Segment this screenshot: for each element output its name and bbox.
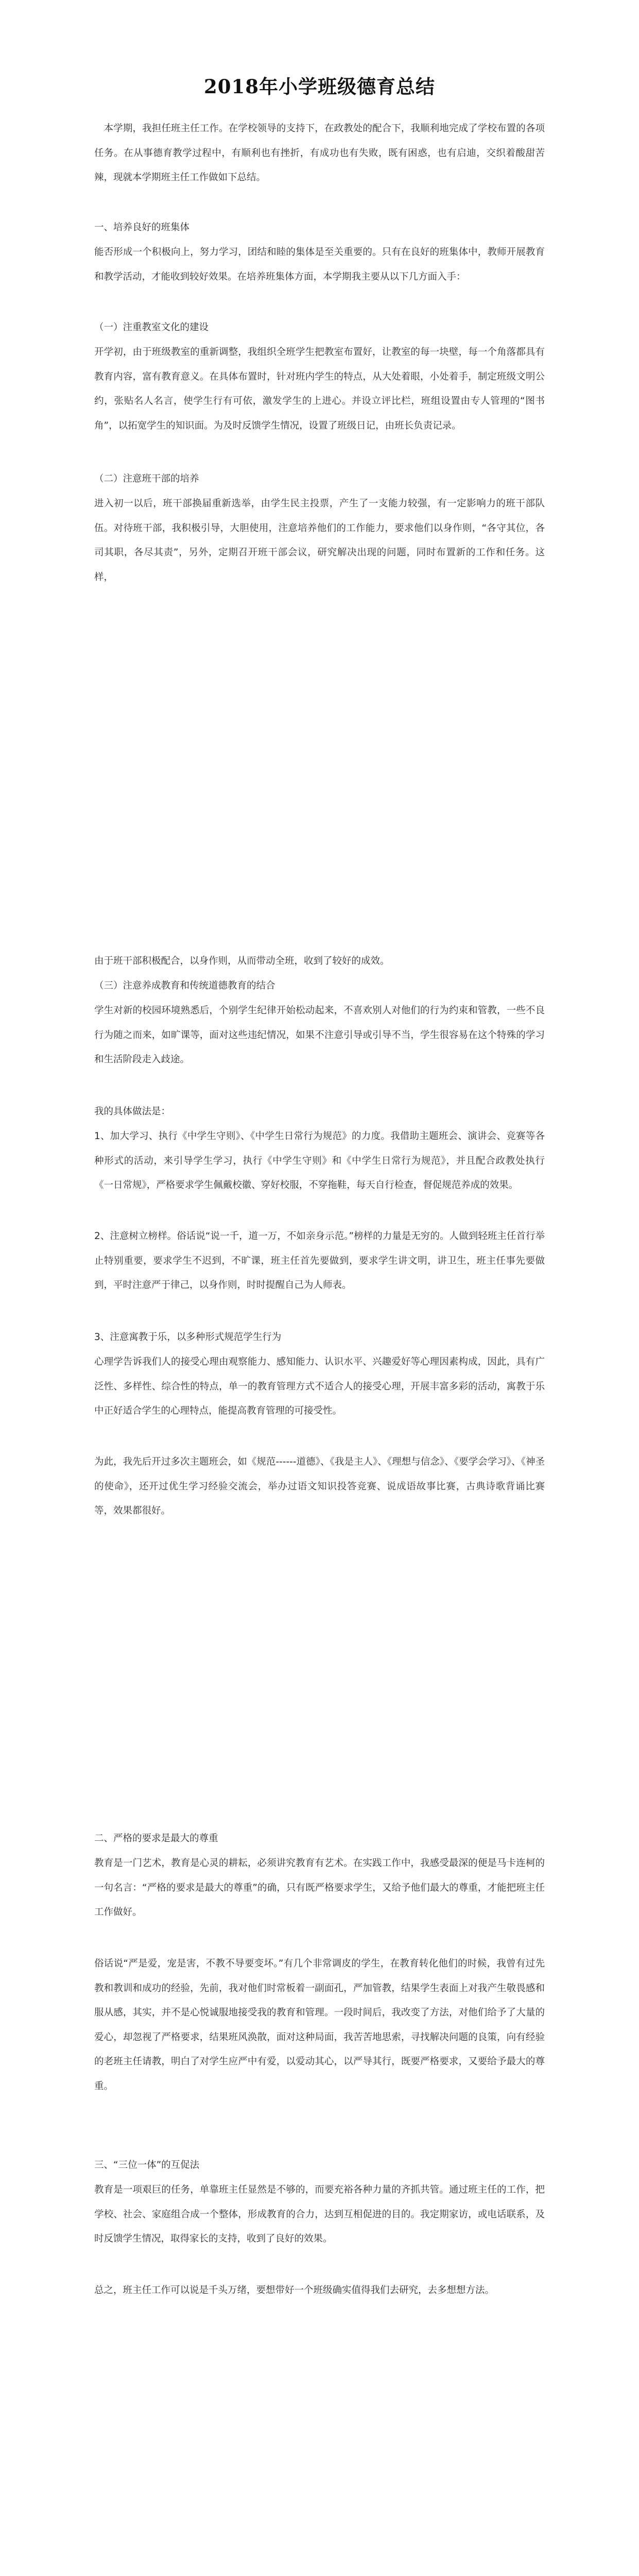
classroom-culture-paragraph: 开学初，由于班级教室的重新调整，我组织全班学生把教室布置好，让教室的每一块壁，每一个角落都具有教育内容，富有教育意义。在具体布置时，针对班内学生的特点，从大处着眼，小处着手，制定班级文明公约，张贴名人名言，使学生行有可依，激发学生的上进心。并设立评比栏，班组设置由专人管理的“图书角”，以拓宽学生的知识面。为及时反馈学生情况，设置了班级日记，由班长负责记录。 <box>94 347 545 431</box>
strict-requirement-paragraph: 教育是一门艺术，教育是心灵的耕耘，必须讲究教育有艺术。在实践工作中，我感受最深的便是马卡连柯的一句名言：“严格的要求是最大的尊重”的确，只有既严格要求学生，又给予他们最大的尊重，才能把班主任工作做好。 <box>94 1858 545 1918</box>
method-3-heading: 3、注意寓教于乐，以多种形式规范学生行为 <box>94 1332 282 1343</box>
subsection-heading-1-1: （一）注重教室文化的建设 <box>94 322 209 333</box>
theme-meeting-paragraph: 为此，我先后开过多次主题班会，如《规范------道德》、《我是主人》、《理想与信念》、《要学会学习》、《神圣的使命》，还开过优生学习经验交流会，举办过语文知识投答竞赛、说成语故事比赛，古典诗歌背诵比赛等，效果都很好。 <box>94 1456 545 1516</box>
class-cadre-paragraph-continued: 由于班干部积极配合，以身作则，从而带动全班，收到了较好的成效。 <box>94 956 390 967</box>
section-heading-2: 二、严格的要求是最大的尊重 <box>94 1833 218 1844</box>
cooperation-paragraph: 教育是一项艰巨的任务，单靠班主任显然是不够的，而要充裕各种力量的齐抓共管。通过班主任的工作，把学校、社会、家庭组合成一个整体，形成教育的合力，达到互相促进的目的。我定期家访，或电话联系，及时反馈学生情况，取得家长的支持，收到了良好的效果。 <box>94 2184 545 2244</box>
method-3-paragraph: 心理学告诉我们人的接受心理由观察能力、感知能力、认识水平、兴趣爱好等心理因素构成，因此，具有广泛性、多样性、综合性的特点，单一的教育管理方式不适合人的接受心理，开展丰富多彩的活动，寓教于乐中正好适合学生的心理特点，能提高教育管理的可接受性。 <box>94 1357 545 1416</box>
subsection-heading-1-3: （三）注意养成教育和传统道德教育的结合 <box>94 980 275 991</box>
document-title: 2018年小学班级德育总结 <box>204 75 435 98</box>
strict-love-paragraph: 俗话说“严是爱，宠是害，不教不导要变坏。”有几个非常调皮的学生，在教育转化他们的时候，我曾有过先教和教训和成功的经验，先前，我对他们时常板着一副面孔，严加管教，结果学生表面上对我产生敬畏感和服从感，其实，并不是心悦诚服地接受我的教育和管理。一段时间后，我改变了方法，对他们给予了大量的爱心，却忽视了严格要求，结果班风涣散，面对这种局面，我苦苦地思索，寻找解决问题的良策，向有经验的老班主任请教，明白了对学生应严中有爱，以爱动其心，以严导其行，既要严格要求，又要给予最大的尊重。 <box>94 1958 545 2092</box>
intro-paragraph: 本学期，我担任班主任工作。在学校领导的支持下，在政教处的配合下，我顺利地完成了学校布置的各项任务。在从事德育教学过程中，有顺利也有挫折，有成功也有失败，既有困惑，也有启迪，交织着酸甜苦辣，现就本学期班主任工作做如下总结。 <box>94 123 545 183</box>
section-1-intro-paragraph: 能否形成一个积极向上，努力学习，团结和睦的集体是至关重要的。只有在良好的班集体中，教师开展教育和教学活动，才能收到较好效果。在培养班集体方面，本学期我主要从以下几方面入手： <box>94 247 545 282</box>
methods-heading: 我的具体做法是： <box>94 1106 171 1117</box>
method-2-paragraph: 2、注意树立榜样。俗话说“说一千，道一万，不如亲身示范。”榜样的力量是无穷的。人做到轻班主任首行举止特别重要，要求学生不迟到，不旷课，班主任首先要做到，要求学生讲文明，讲卫生，班主任事先要做到，平时注意严于律己，以身作则，时时提醒自己为人师表。 <box>94 1231 545 1291</box>
section-heading-1: 一、培养良好的班集体 <box>94 222 190 233</box>
section-heading-3: 三、“三位一体”的互促法 <box>94 2160 200 2171</box>
method-1-paragraph: 1、加大学习、执行《中学生守则》、《中学生日常行为规范》的力度。我借助主题班会、演讲会、竞赛等各种形式的活动，来引导学生学习，执行《中学生守则》和《中学生日常行为规范》，并且配合政教处执行《一日常规》，严格要求学生佩戴校徽、穿好校服，不穿拖鞋，每天自行检查，督促规范养成的效果。 <box>94 1131 545 1191</box>
habit-education-paragraph: 学生对新的校园环境熟悉后，个别学生纪律开始松动起来，不喜欢别人对他们的行为约束和管教，一些不良行为随之而来，如旷课等，面对这些违纪情况，如果不注意引导或引导不当，学生很容易在这个特殊的学习和生活阶段走入歧途。 <box>94 1005 545 1065</box>
conclusion-paragraph: 总之，班主任工作可以说是千头万绪，要想带好一个班级确实值得我们去研究，去多想想方法。 <box>94 2285 495 2296</box>
subsection-heading-1-2: （二）注意班干部的培养 <box>94 473 199 484</box>
class-cadre-paragraph: 进入初一以后，班干部换届重新选举，由学生民主投票，产生了一支能力较强，有一定影响力的班干部队伍。对待班干部，我积极引导，大胆使用，注意培养他们的工作能力，要求他们以身作则，“各守其位，各司其职，各尽其责”，另外，定期召开班干部会议，研究解决出现的问题，同时布置新的工作和任务。这样， <box>94 498 545 583</box>
